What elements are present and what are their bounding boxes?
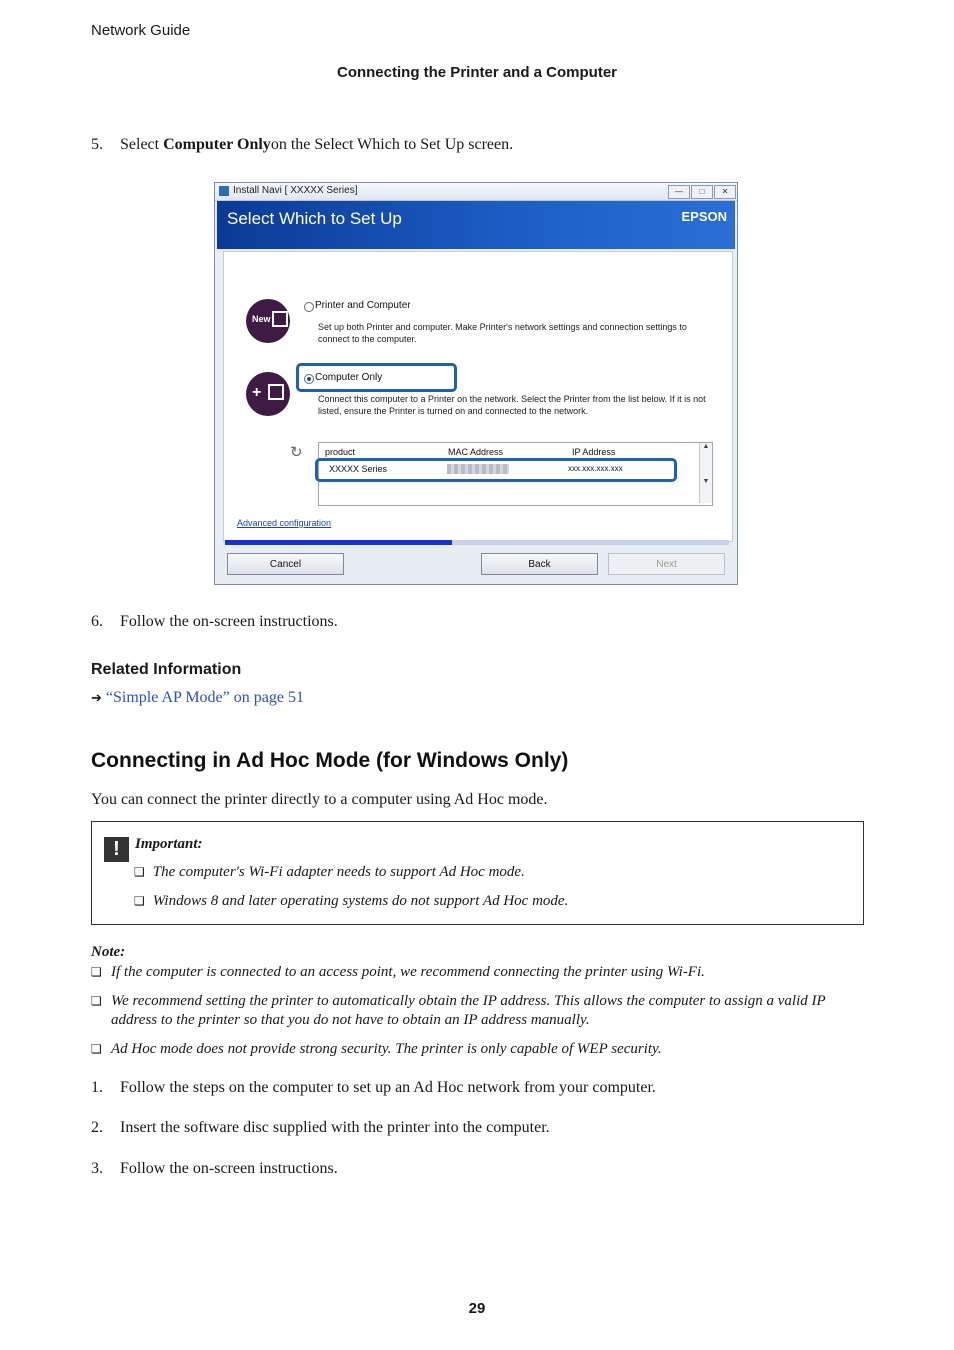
refresh-icon[interactable]: ↻ [290, 444, 303, 461]
checkbox-bullet-icon: ❑ [134, 865, 145, 879]
step-6 [91, 613, 338, 631]
note-item-text: Ad Hoc mode does not provide strong security. The printer is only capable of WEP security. [111, 1041, 662, 1057]
checkbox-bullet-icon: ❑ [91, 1042, 102, 1056]
important-item-text: Windows 8 and later operating systems do not support Ad Hoc mode. [152, 893, 569, 909]
step-text: Follow the on-screen instructions. [120, 613, 338, 630]
note-item-text: If the computer is connected to an access point, we recommend connecting the printer using Wi-Fi. [111, 964, 705, 980]
important-item-text: The computer's Wi-Fi adapter needs to support Ad Hoc mode. [152, 864, 525, 880]
progress-fill [225, 540, 452, 545]
option-computer-only-label[interactable]: Computer Only [315, 372, 383, 383]
add-computer-icon [246, 372, 290, 416]
important-item [134, 893, 568, 910]
column-header-ip[interactable]: IP Address [572, 447, 616, 457]
app-icon [219, 186, 229, 196]
related-information-heading: Related Information [91, 661, 242, 678]
section-heading: Connecting in Ad Hoc Mode (for Windows Only) [91, 749, 569, 772]
plus-icon: + [252, 384, 262, 401]
note-item [91, 992, 861, 1030]
row-ip[interactable]: xxx.xxx.xxx.xxx [568, 464, 623, 473]
section-title: Connecting the Printer and a Computer [336, 64, 618, 81]
related-link[interactable] [91, 689, 304, 707]
column-header-product[interactable]: product [325, 447, 356, 457]
step-5 [91, 136, 513, 154]
step-number: 6. [91, 613, 103, 630]
important-title: Important: [135, 836, 203, 852]
page-number: 29 [468, 1300, 486, 1317]
step-text-before: Select [120, 136, 164, 153]
radio-printer-and-computer[interactable] [304, 302, 314, 312]
dialog-content [223, 251, 733, 542]
step-2 [91, 1119, 550, 1137]
section-intro: You can connect the printer directly to a computer using Ad Hoc mode. [91, 791, 548, 808]
related-link-text[interactable]: “Simple AP Mode” on page 51 [105, 689, 304, 706]
computer-icon [268, 384, 284, 400]
back-button[interactable]: Back [481, 553, 598, 575]
step-text-after: on the Select Which to Set Up screen. [270, 136, 514, 153]
arrow-right-icon: ➔ [91, 690, 102, 705]
exclamation-icon: ! [104, 837, 129, 862]
cancel-button[interactable]: Cancel [227, 553, 344, 575]
radio-computer-only[interactable] [304, 374, 314, 384]
note-title: Note: [91, 944, 126, 960]
step-text: Follow the steps on the computer to set up an Ad Hoc network from your computer. [120, 1079, 656, 1096]
step-number: 3. [91, 1160, 103, 1177]
note-item [91, 1040, 861, 1059]
installer-dialog-screenshot [214, 182, 738, 585]
option-printer-and-computer-label[interactable]: Printer and Computer [315, 300, 411, 311]
maximize-icon[interactable]: □ [691, 185, 713, 199]
dialog-titlebar [215, 183, 737, 201]
running-title: Network Guide [91, 22, 191, 39]
step-text-bold: Computer Only [163, 136, 271, 153]
new-setup-icon [246, 299, 290, 343]
step-number: 1. [91, 1079, 103, 1096]
row-highlight-box [315, 458, 677, 482]
step-1 [91, 1079, 656, 1097]
important-item [134, 864, 525, 881]
step-3 [91, 1160, 338, 1178]
checkbox-bullet-icon: ❑ [134, 894, 145, 908]
step-number: 2. [91, 1119, 103, 1136]
step-text: Follow the on-screen instructions. [120, 1160, 338, 1177]
next-button[interactable]: Next [608, 553, 725, 575]
minimize-icon[interactable]: — [668, 185, 690, 199]
progress-bar [225, 540, 729, 545]
computer-icon [272, 311, 288, 327]
new-badge: New [252, 314, 271, 324]
note-item [91, 963, 861, 982]
step-text: Insert the software disc supplied with the printer into the computer. [120, 1119, 550, 1136]
table-scrollbar[interactable]: ▲ ▼ [699, 443, 712, 503]
checkbox-bullet-icon: ❑ [91, 994, 102, 1008]
checkbox-bullet-icon: ❑ [91, 965, 102, 979]
option-printer-and-computer-desc: Set up both Printer and computer. Make Printer's network settings and connection settings to connect to the computer. [318, 322, 687, 344]
close-icon[interactable]: ✕ [714, 185, 736, 199]
advanced-configuration-link[interactable]: Advanced configuration [237, 518, 332, 528]
epson-logo: EPSON [681, 209, 727, 224]
column-header-mac[interactable]: MAC Address [448, 447, 504, 457]
step-number: 5. [91, 136, 103, 153]
important-box [91, 821, 864, 925]
dialog-banner [217, 201, 735, 249]
dialog-heading: Select Which to Set Up [227, 209, 402, 228]
note-item-text: We recommend setting the printer to automatically obtain the IP address. This allows the computer to assign a valid IP address to the printer so that you do not have to obtain an IP address manually. [111, 993, 826, 1028]
option-computer-only-desc: Connect this computer to a Printer on the network. Select the Printer from the list below. If it is not listed, ensure the Printer is turned on and connected to the network. [318, 394, 706, 416]
row-product[interactable]: XXXXX Series [329, 464, 388, 474]
window-title: Install Navi [ XXXXX Series] [233, 185, 358, 196]
